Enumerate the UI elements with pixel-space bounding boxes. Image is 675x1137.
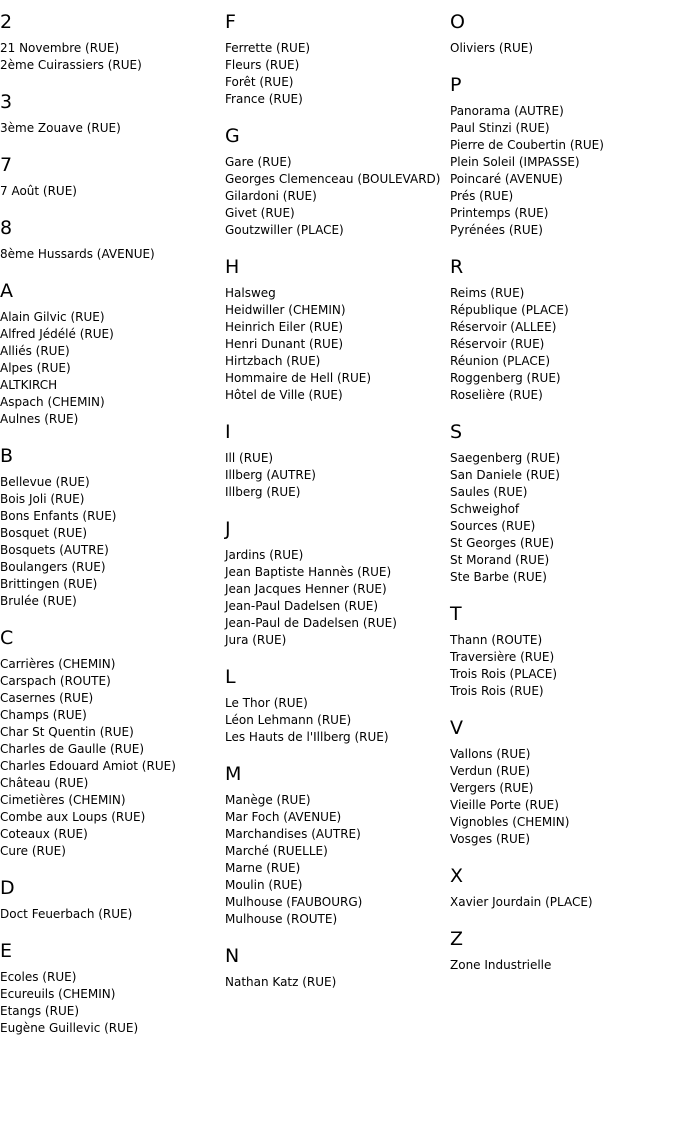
letter-heading: J [225, 518, 231, 540]
letter-group [225, 410, 450, 507]
street-item: Halsweg [225, 286, 276, 300]
street-item: Vosges (RUE) [450, 832, 531, 846]
street-item: Carspach (ROUTE) [0, 674, 111, 688]
street-list [225, 34, 450, 114]
street-item: Coteaux (RUE) [0, 827, 88, 841]
letter-heading: N [225, 945, 240, 967]
letter-heading: I [225, 421, 231, 443]
letter-heading: G [225, 125, 240, 147]
street-item: Pyrénées (RUE) [450, 223, 543, 237]
street-item: Trois Rois (RUE) [450, 684, 544, 698]
letter-group [225, 934, 450, 997]
letter-heading: A [0, 280, 13, 302]
street-item: Réunion (PLACE) [450, 354, 551, 368]
letter-group [0, 616, 225, 866]
street-item: Prés (RUE) [450, 189, 514, 203]
letter-group [225, 245, 450, 410]
street-index-column [450, 0, 675, 980]
street-item: Doct Feuerbach (RUE) [0, 907, 133, 921]
street-list [0, 650, 225, 866]
street-item: Schweighof [450, 502, 520, 516]
letter-heading: 2 [0, 11, 13, 33]
letter-group [0, 269, 225, 434]
street-item: 3ème Zouave (RUE) [0, 121, 121, 135]
letter-group [225, 655, 450, 752]
street-item: Cure (RUE) [0, 844, 66, 858]
street-item: Saegenberg (RUE) [450, 451, 561, 465]
letter-group [0, 866, 225, 929]
letter-heading: 3 [0, 91, 13, 113]
letter-group [450, 706, 675, 854]
street-item: Aspach (CHEMIN) [0, 395, 105, 409]
street-item: Brulée (RUE) [0, 594, 77, 608]
street-item: Cimetières (CHEMIN) [0, 793, 126, 807]
street-item: Henri Dunant (RUE) [225, 337, 344, 351]
street-item: Bosquets (AUTRE) [0, 543, 109, 557]
letter-heading: D [0, 877, 15, 899]
street-list [225, 541, 450, 655]
street-item: Illberg (AUTRE) [225, 468, 316, 482]
street-item: Illberg (RUE) [225, 485, 301, 499]
street-list [225, 968, 450, 997]
letter-group [450, 592, 675, 706]
street-list [450, 34, 675, 63]
street-list [450, 740, 675, 854]
street-item: Roselière (RUE) [450, 388, 543, 402]
street-item: 8ème Hussards (AVENUE) [0, 247, 155, 261]
street-item: Champs (RUE) [0, 708, 87, 722]
street-item: Combe aux Loups (RUE) [0, 810, 146, 824]
street-item: Givet (RUE) [225, 206, 295, 220]
street-item: Jean-Paul de Dadelsen (RUE) [225, 616, 397, 630]
street-item: Ste Barbe (RUE) [450, 570, 547, 584]
street-list [0, 303, 225, 434]
street-item: Ferrette (RUE) [225, 41, 311, 55]
street-item: Oliviers (RUE) [450, 41, 533, 55]
street-item: Vieille Porte (RUE) [450, 798, 559, 812]
street-item: Zone Industrielle [450, 958, 552, 972]
street-list [450, 888, 675, 917]
letter-heading: E [0, 940, 13, 962]
street-item: Vignobles (CHEMIN) [450, 815, 570, 829]
street-item: Traversière (RUE) [450, 650, 555, 664]
letter-group [225, 0, 450, 114]
street-item: Alpes (RUE) [0, 361, 71, 375]
street-item: Fleurs (RUE) [225, 58, 300, 72]
street-item: Charles de Gaulle (RUE) [0, 742, 145, 756]
street-index-column [225, 0, 450, 997]
letter-heading: F [225, 11, 236, 33]
street-item: République (PLACE) [450, 303, 569, 317]
street-item: St Morand (RUE) [450, 553, 550, 567]
street-item: Reims (RUE) [450, 286, 525, 300]
street-item: Paul Stinzi (RUE) [450, 121, 550, 135]
street-item: Bellevue (RUE) [0, 475, 90, 489]
street-item: Alliés (RUE) [0, 344, 70, 358]
street-item: Réservoir (RUE) [450, 337, 545, 351]
letter-group [225, 507, 450, 655]
street-item: Hirtzbach (RUE) [225, 354, 321, 368]
street-item: Ill (RUE) [225, 451, 274, 465]
street-item: 2ème Cuirassiers (RUE) [0, 58, 142, 72]
street-list [0, 963, 225, 1043]
street-item: Jura (RUE) [225, 633, 287, 647]
letter-group [450, 854, 675, 917]
street-list [450, 951, 675, 980]
letter-group [0, 80, 225, 143]
letter-heading: Z [450, 928, 464, 950]
street-item: Les Hauts de l'Illberg (RUE) [225, 730, 389, 744]
street-item: Charles Edouard Amiot (RUE) [0, 759, 176, 773]
street-item: ALTKIRCH [0, 378, 58, 392]
street-item: Ecureuils (CHEMIN) [0, 987, 116, 1001]
letter-heading: 7 [0, 154, 13, 176]
letter-group [225, 752, 450, 934]
street-item: Bois Joli (RUE) [0, 492, 85, 506]
street-item: Alfred Jédélé (RUE) [0, 327, 114, 341]
street-item: Nathan Katz (RUE) [225, 975, 337, 989]
letter-group [450, 0, 675, 63]
street-list [0, 240, 225, 269]
street-list [0, 468, 225, 616]
street-item: Goutzwiller (PLACE) [225, 223, 344, 237]
street-list [0, 900, 225, 929]
street-item: Poincaré (AVENUE) [450, 172, 563, 186]
street-item: Vergers (RUE) [450, 781, 534, 795]
letter-heading: L [225, 666, 236, 688]
street-item: Gilardoni (RUE) [225, 189, 317, 203]
letter-heading: R [450, 256, 464, 278]
letter-heading: S [450, 421, 463, 443]
street-item: Verdun (RUE) [450, 764, 531, 778]
street-item: Jean Baptiste Hannès (RUE) [225, 565, 392, 579]
street-item: Aulnes (RUE) [0, 412, 79, 426]
street-item: Printemps (RUE) [450, 206, 549, 220]
letter-group [225, 114, 450, 245]
letter-group [450, 917, 675, 980]
street-item: Alain Gilvic (RUE) [0, 310, 105, 324]
letter-heading: T [450, 603, 462, 625]
street-item: Char St Quentin (RUE) [0, 725, 134, 739]
street-item: Etangs (RUE) [0, 1004, 79, 1018]
street-item: Heidwiller (CHEMIN) [225, 303, 346, 317]
street-item: Jean-Paul Dadelsen (RUE) [225, 599, 379, 613]
letter-heading: M [225, 763, 242, 785]
street-item: Mulhouse (FAUBOURG) [225, 895, 363, 909]
letter-group [0, 143, 225, 206]
street-item: Boulangers (RUE) [0, 560, 106, 574]
letter-heading: B [0, 445, 14, 467]
street-list [0, 114, 225, 143]
street-item: Brittingen (RUE) [0, 577, 98, 591]
letter-heading: O [450, 11, 465, 33]
street-item: Marne (RUE) [225, 861, 301, 875]
letter-group [450, 245, 675, 410]
street-item: Gare (RUE) [225, 155, 292, 169]
street-item: Manège (RUE) [225, 793, 311, 807]
street-item: Bons Enfants (RUE) [0, 509, 117, 523]
letter-heading: X [450, 865, 464, 887]
letter-heading: V [450, 717, 463, 739]
street-item: Casernes (RUE) [0, 691, 94, 705]
letter-heading: C [0, 627, 14, 649]
street-list [225, 786, 450, 934]
street-item: Réservoir (ALLEE) [450, 320, 557, 334]
street-list [225, 689, 450, 752]
street-item: Thann (ROUTE) [450, 633, 543, 647]
letter-heading: 8 [0, 217, 13, 239]
letter-heading: P [450, 74, 462, 96]
letter-group [0, 0, 225, 80]
street-item: Pierre de Coubertin (RUE) [450, 138, 604, 152]
street-item: St Georges (RUE) [450, 536, 555, 550]
street-item: Hommaire de Hell (RUE) [225, 371, 372, 385]
street-item: Saules (RUE) [450, 485, 528, 499]
street-item: France (RUE) [225, 92, 303, 106]
street-item: Sources (RUE) [450, 519, 536, 533]
street-item: Mar Foch (AVENUE) [225, 810, 342, 824]
street-list [450, 626, 675, 706]
street-item: Marchandises (AUTRE) [225, 827, 361, 841]
street-item: Jardins (RUE) [225, 548, 304, 562]
street-item: Hôtel de Ville (RUE) [225, 388, 343, 402]
letter-group [450, 410, 675, 592]
street-list [450, 279, 675, 410]
street-item: Léon Lehmann (RUE) [225, 713, 352, 727]
street-item: Eugène Guillevic (RUE) [0, 1021, 139, 1035]
street-item: Forêt (RUE) [225, 75, 294, 89]
letter-group [0, 929, 225, 1043]
street-item: Carrières (CHEMIN) [0, 657, 116, 671]
letter-group [0, 434, 225, 616]
street-item: Georges Clemenceau (BOULEVARD) [225, 172, 441, 186]
street-item: Le Thor (RUE) [225, 696, 308, 710]
street-item: Vallons (RUE) [450, 747, 531, 761]
street-item: Marché (RUELLE) [225, 844, 328, 858]
street-list [225, 148, 450, 245]
street-item: Moulin (RUE) [225, 878, 303, 892]
street-item: Roggenberg (RUE) [450, 371, 561, 385]
street-list [225, 444, 450, 507]
street-list [450, 444, 675, 592]
street-item: Plein Soleil (IMPASSE) [450, 155, 580, 169]
street-index-column [0, 0, 225, 1043]
street-item: 21 Novembre (RUE) [0, 41, 120, 55]
letter-group [450, 63, 675, 245]
street-item: San Daniele (RUE) [450, 468, 560, 482]
street-item: Xavier Jourdain (PLACE) [450, 895, 593, 909]
street-item: Trois Rois (PLACE) [450, 667, 558, 681]
street-list [0, 177, 225, 206]
street-item: Panorama (AUTRE) [450, 104, 564, 118]
street-item: Mulhouse (ROUTE) [225, 912, 338, 926]
street-item: Ecoles (RUE) [0, 970, 77, 984]
street-item: Jean Jacques Henner (RUE) [225, 582, 387, 596]
letter-group [0, 206, 225, 269]
street-item: 7 Août (RUE) [0, 184, 77, 198]
street-item: Château (RUE) [0, 776, 89, 790]
street-list [0, 34, 225, 80]
street-item: Heinrich Eiler (RUE) [225, 320, 344, 334]
street-list [450, 97, 675, 245]
letter-heading: H [225, 256, 240, 278]
street-item: Bosquet (RUE) [0, 526, 88, 540]
street-list [225, 279, 450, 410]
